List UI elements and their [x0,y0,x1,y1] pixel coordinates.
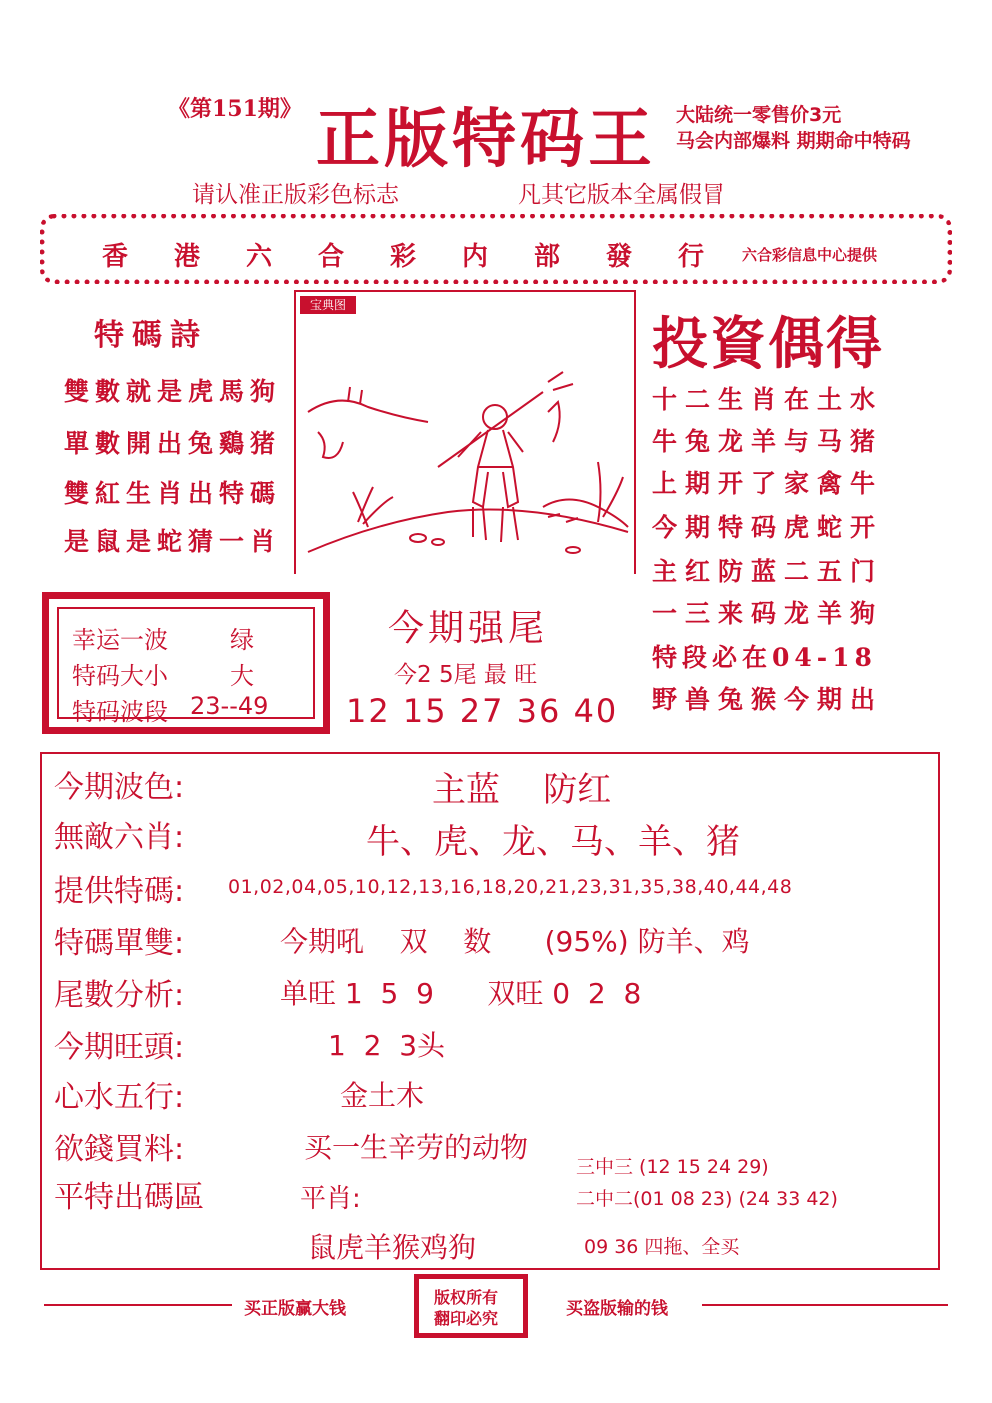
row-label-five-elements: 心水五行: [54,1080,185,1115]
banner-char: 香 [102,242,129,272]
banner-char: 發 [606,242,633,272]
row-value-flat-zodiac-label: 平肖: [300,1184,361,1214]
lucky-size-label: 特码大小 [72,662,168,690]
farmer-illustration [298,292,634,572]
lucky-range-label: 特码波段 [72,698,168,726]
lucky-range-value: 23--49 [190,692,269,720]
row-value-odd-even: 今期吼 双 数 (95%) 防羊、鸡 [280,925,750,958]
row-value-six-zodiac: 牛、虎、龙、马、羊、猪 [366,822,740,862]
invest-line: 主红防蓝二五门 [652,557,884,586]
price-line: 大陆统一零售价3元 [676,104,842,126]
invest-line: 上期开了家禽牛 [652,469,884,498]
footer-rule-left [44,1304,232,1306]
copyright-line-1: 版权所有 [434,1288,499,1307]
row-label-hot-head: 今期旺頭: [54,1030,185,1065]
row-label-tail-analysis: 尾數分析: [54,978,185,1013]
lucky-size-value: 大 [230,662,254,690]
lucky-wave-label: 幸运一波 [72,626,168,654]
banner-char: 彩 [390,242,417,272]
issue-number: 《第151期》 [168,96,302,122]
footer-rule-right [702,1304,948,1306]
row-value-buy-tip: 买一生辛劳的动物 [304,1131,529,1164]
row-label-odd-even: 特碼單雙: [54,926,185,961]
poem-line: 雙數就是虎馬狗 [64,377,282,406]
row-value-special-numbers: 01,02,04,05,10,12,13,16,18,20,21,23,31,35,38,40,44,48 [228,876,793,898]
slogan-line: 马会内部爆料 期期命中特码 [676,130,911,152]
illustration-stamp: 宝典图 [300,296,356,314]
banner-char: 内 [462,242,489,272]
banner-char: 合 [318,242,345,272]
row-label-six-zodiac: 無敵六肖: [54,820,185,855]
combo-drag: 09 36 四拖、全买 [584,1236,740,1258]
banner-char: 港 [174,242,201,272]
lucky-wave-value: 绿 [230,626,254,654]
strong-tail-sub: 今2 5尾 最 旺 [394,662,538,688]
copyright-line-2: 翻印必究 [434,1309,499,1328]
poem-line: 單數開出兔鷄猪 [64,429,282,458]
row-label-special-numbers: 提供特碼: [54,874,185,909]
page-title: 正版特码王 [316,102,656,177]
strong-tail-numbers: 12 15 27 36 40 [346,692,619,730]
banner-source: 六合彩信息中心提供 [742,246,878,264]
poem-line: 雙紅生肖出特碼 [64,479,282,508]
banner-char: 部 [534,242,561,272]
poem-line: 是鼠是蛇猜一肖 [64,527,282,556]
banner-char: 六 [246,242,273,272]
row-value-wave-color: 主蓝 防红 [432,770,612,810]
strong-tail-title: 今期强尾 [388,608,549,649]
row-label-wave-color: 今期波色: [54,770,185,805]
banner-char: 行 [678,242,705,272]
row-label-buy-tip: 欲錢買料: [54,1132,185,1167]
notice-left: 请认准正版彩色标志 [192,182,399,208]
illustration-frame [294,290,636,574]
invest-line: 十二生肖在土水 [652,385,884,414]
notice-right: 凡其它版本全属假冒 [518,182,725,208]
invest-line: 一三来码龙羊狗 [652,599,884,628]
invest-title: 投資偶得 [652,311,884,377]
invest-line: 牛兔龙羊与马猪 [652,427,884,456]
footer-right-text: 买盗版输的钱 [566,1299,668,1319]
row-value-five-elements: 金土木 [340,1079,425,1112]
flat-zodiacs: 鼠虎羊猴鸡狗 [308,1231,477,1264]
row-value-tail-analysis: 单旺 1 5 9 双旺 0 2 8 [280,977,642,1010]
combo-three-of-three: 三中三 (12 15 24 29) [576,1156,769,1178]
combo-two-of-two: 二中二(01 08 23) (24 33 42) [576,1188,838,1210]
poem-title: 特碼詩 [94,318,208,353]
row-label-flat-zone: 平特出碼區 [54,1180,204,1215]
footer-left-text: 买正版赢大钱 [244,1299,346,1319]
invest-line: 特段必在04-18 [652,643,877,672]
invest-line: 野兽兔猴今期出 [652,685,884,714]
row-value-hot-head: 1 2 3头 [328,1029,446,1062]
invest-line: 今期特码虎蛇开 [652,513,884,542]
